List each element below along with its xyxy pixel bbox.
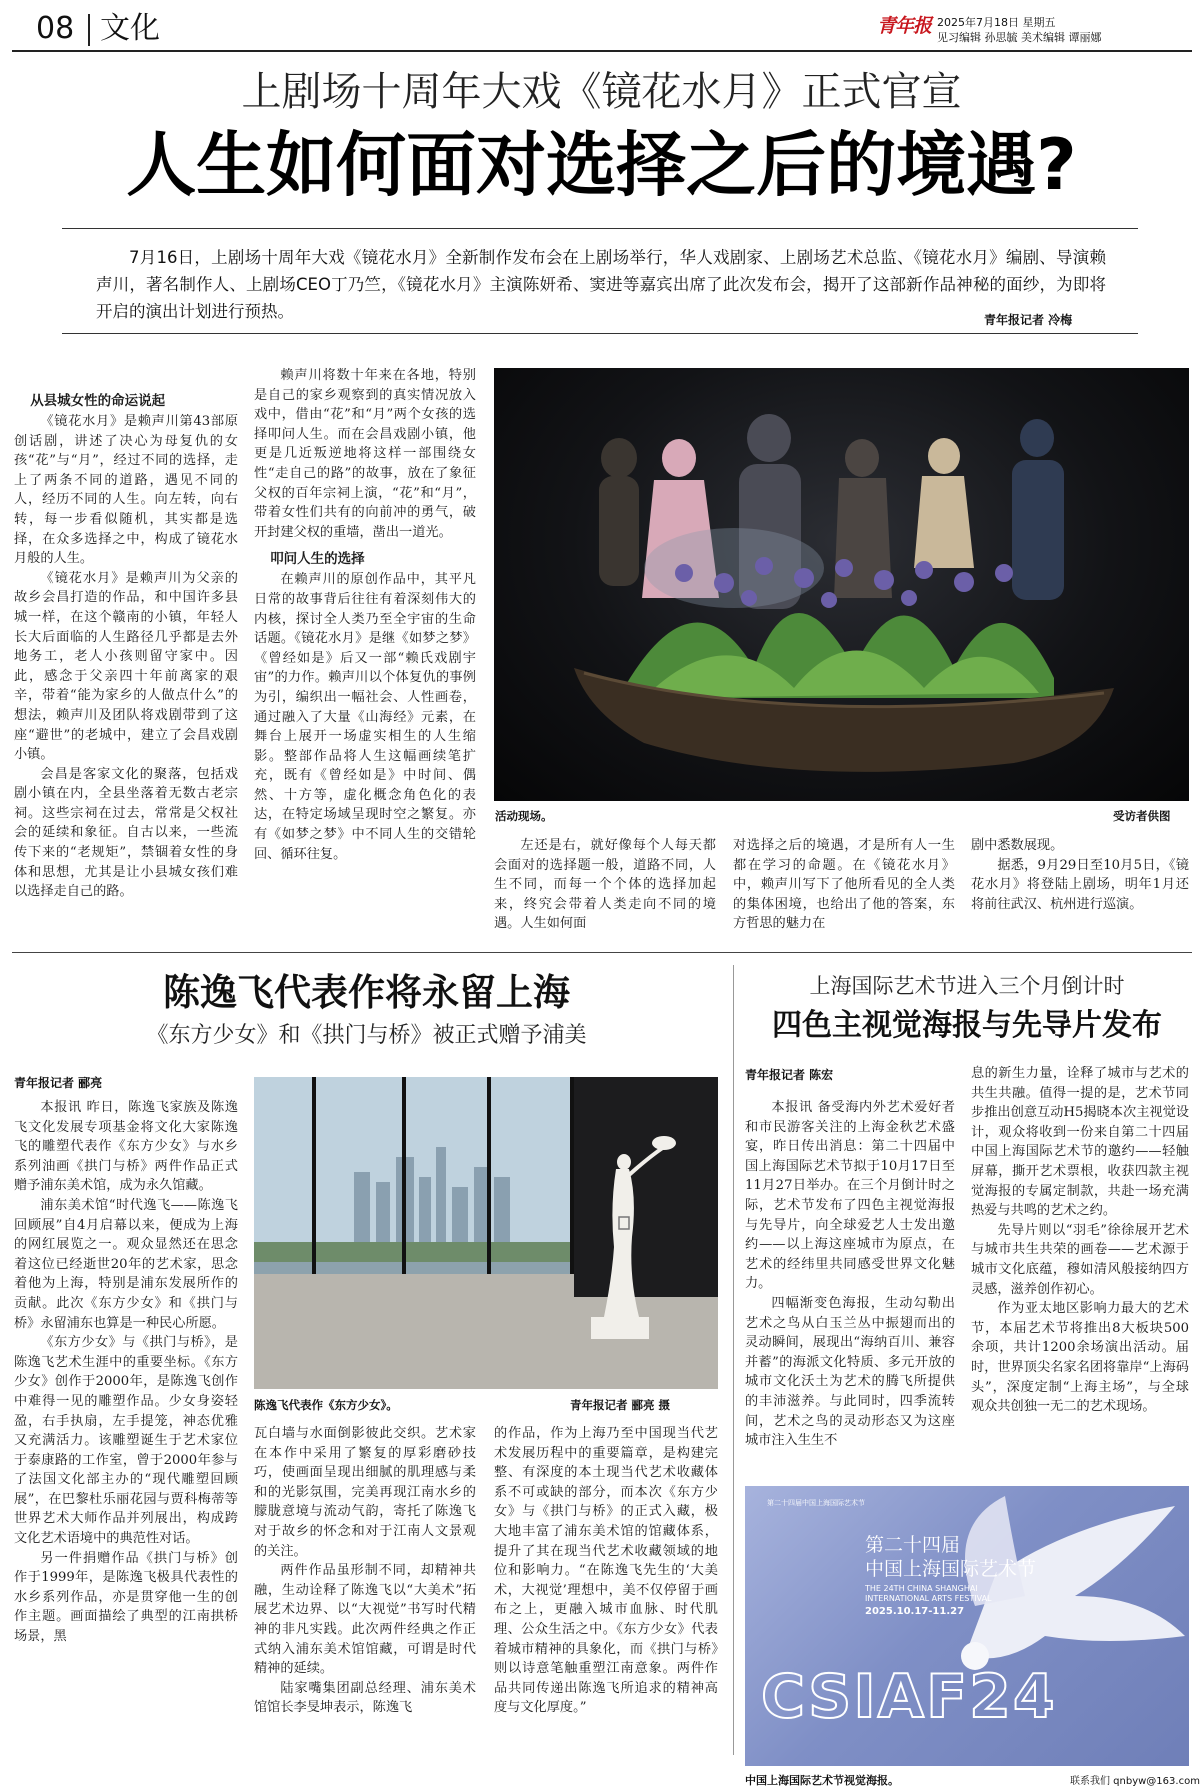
lead-byline: 青年报记者 冷梅 (984, 313, 1073, 327)
festival-poster (745, 1486, 1189, 1766)
paragraph: 剧中悉数展现。 (971, 838, 1064, 853)
paragraph: 瓦白墙与水面倒影彼此交织。艺术家在本作中采用了繁复的厚彩磨砂技巧，使画面呈现出细腻的肌理感与柔和的光影氛围，完美再现江南水乡的朦胧意境与流动气韵，寄托了陈逸飞对于故乡的怀念和对于江南人文景观的关注。 (254, 1426, 476, 1559)
right-column-2 (971, 1064, 1189, 1417)
poster-title-en-2: INTERNATIONAL ARTS FESTIVAL (865, 1594, 992, 1603)
paragraph: 对选择之后的境遇，才是所有人一生都在学习的命题。在《镜花水月》中，赖声川写下了他所看见的全人类的集体困境，也给出了他的答案，东方哲思的魅力在 (733, 838, 955, 932)
lead-kicker: 上剧场十周年大戏《镜花水月》正式官宣 (241, 69, 962, 115)
poster-dates: 2025.10.17-11.27 (865, 1606, 965, 1617)
museum-window-scene (254, 1077, 718, 1389)
left-photo-caption: 陈逸飞代表作《东方少女》。 (254, 1398, 398, 1412)
paragraph: 浦东美术馆“时代逸飞——陈逸飞回顾展”自4月启幕以来，便成为上海的网红展览之一。观众显然还在思念着这位已经逝世20年的艺术家，思念着他为上海，特别是浦东发展所作的贡献。此次《东方少女》和《拱门与桥》永留浦东也算是一种民心所愿。 (14, 1197, 238, 1331)
newspaper-logo: 青年报 (877, 15, 932, 37)
paragraph: 左还是右，就好像每个人每天都会面对的选择题一般，道路不同，人生不同，而每一个个体的选择加起来，终究会带着人类走向不同的境遇。人生如何面 (494, 838, 716, 932)
stage-scene (494, 368, 1189, 801)
paragraph: 两件作品虽形制不同，却精神共融，生动诠释了陈逸飞以“大美术”拓展艺术边界、以“大视觉”书写时代精神的非凡实践。此次两件经典之作正式纳入浦东美术馆馆藏，可谓是时代精神的延续。 (254, 1563, 476, 1677)
left-column-1 (14, 1098, 238, 1647)
left-photo (254, 1077, 718, 1389)
paragraph: 据悉，9月29日至10月5日，《镜花水月》将登陆上剧场，明年1月还将前往武汉、杭州进行巡演。 (971, 857, 1189, 912)
paragraph: 《镜花水月》是赖声川为父亲的故乡会昌打造的作品，和中国许多县城一样，在这个赣南的小镇，年轻人长大后面临的人生路径几乎都是去外地务工，老人小孩则留守家中。因此，感念于父亲四十年前离家的艰辛，带着“能为家乡的人做点什么”的想法，赖声川及团队将戏剧带到了这座“避世”的老城中，建立了会昌戏剧小镇。 (14, 570, 238, 763)
issue-date: 2025年7月18日 星期五 (937, 16, 1056, 29)
left-photo-credit: 青年报记者 郦亮 摄 (570, 1398, 671, 1412)
poster-title-cn-1: 第二十四届 (865, 1534, 961, 1556)
header-divider (88, 14, 90, 46)
paragraph: 《镜花水月》是赖声川第43部原创话剧，讲述了决心为母复仇的女孩“花”与“月”，经过不同的选择，走上了两条不同的道路，遇见不同的人，经历不同的人生。向左转，向右转，每一步看似随机，其实都是选择，在众多选择之中，构成了镜花水月般的人生。 (14, 414, 238, 567)
lead-column-3 (494, 836, 716, 934)
lead-photo (494, 368, 1189, 801)
lead-subhead-2: 叩问人生的选择 (270, 551, 365, 568)
lead-photo-credit: 受访者供图 (1113, 809, 1171, 823)
paragraph: 作为亚太地区影响力最大的艺术节，本届艺术节将推出8大板块500余项，共计1200余场演出活动。届时，世界顶尖名家名团将靠岸“上海码头”，深度定制“上海主场”，与全球观众共创独一无二的艺术现场。 (971, 1301, 1189, 1415)
paragraph: 的作品，作为上海乃至中国现当代艺术发展历程中的重要篇章，是构建完整、有深度的本土现当代艺术收藏体系不可或缺的部分，而本次《东方少女》与《拱门与桥》的正式入藏，极大地丰富了浦东美术馆的馆藏体系，提升了其在现当代艺术收藏领域的地位和影响力。“在陈逸飞先生的‘大美术，大视觉’理想中，美不仅停留于画布之上，更融入城市血脉、时代肌理、公众生活之中。《东方少女》代表着城市精神的具象化，而《拱门与桥》则以诗意笔触重塑江南意象。两件作品共同传递出陈逸飞所追求的精神高度与文化厚度。” (494, 1426, 718, 1716)
lead-column-4 (733, 836, 955, 934)
poster-title-en-1: THE 24TH CHINA SHANGHAI (865, 1584, 978, 1593)
editors-line: 见习编辑 孙思毓 美术编辑 谭丽娜 (937, 31, 1102, 44)
lead-column-5 (971, 836, 1189, 914)
section-rule (12, 952, 1192, 953)
left-byline: 青年报记者 郦亮 (14, 1076, 103, 1090)
paragraph: 《东方少女》与《拱门与桥》，是陈逸飞艺术生涯中的重要坐标。《东方少女》创作于2000年，是陈逸飞创作中难得一见的雕塑作品。少女身姿轻盈，右手执扇，左手提笼，神态优雅又充满活力。该雕塑诞生于艺术家位于泰康路的工作室，曾于2000年参与了法国文化部主办的“现代雕塑回顾展”，在巴黎杜乐丽花园与贾科梅蒂等世界艺术大师作品并列展出，构成跨文化艺术语境中的典范性对话。 (14, 1335, 238, 1547)
left-column-3 (494, 1424, 718, 1718)
section-rule-vertical (733, 965, 734, 1755)
poster-small-text: 第二十四届中国上海国际艺术节 (767, 1499, 865, 1507)
poster-title-cn-2: 中国上海国际艺术节 (865, 1558, 1037, 1580)
right-headline: 四色主视觉海报与先导片发布 (772, 1008, 1162, 1043)
left-subhead: 《东方少女》和《拱门与桥》被正式赠予浦美 (146, 1023, 587, 1048)
header-rule (12, 50, 1192, 52)
section-title: 文化 (100, 11, 160, 46)
lead-column-1 (14, 388, 238, 902)
right-column-1 (745, 1098, 955, 1451)
poster-caption: 中国上海国际艺术节视觉海报。 (745, 1774, 899, 1787)
paragraph: 会昌是客家文化的聚落，包括戏剧小镇在内，全县坐落着无数古老宗祠。这些宗祠在过去，常常是父权社会的延续和象征。自古以来，一些流传下来的“老规矩”，禁锢着女性的身体和思想，尤其是让小县城女孩们难以选择走自己的路。 (14, 766, 238, 900)
poster-logo: CSIAF24 (761, 1662, 1057, 1732)
paragraph: 先导片则以“羽毛”徐徐展开艺术与城市共生共荣的画卷——艺术源于城市文化底蕴，穆如清风般接纳四方灵感，滋养创作初心。 (971, 1222, 1189, 1297)
paragraph: 本报讯 备受海内外艺术爱好者和市民游客关注的上海金秋艺术盛宴，昨日传出消息：第二十四届中国上海国际艺术节拟于10月17日至11月27日举办。在三个月倒计时之际，艺术节发布了四色主视觉海报与先导片，向全球爱艺人士发出邀约——以上海这座城市为原点，在艺术的经纬里共同感受世界文化魅力。 (745, 1100, 955, 1292)
paragraph: 本报讯 昨日，陈逸飞家族及陈逸飞文化发展专项基金将文化大家陈逸飞的雕塑代表作《东方少女》与水乡系列油画《拱门与桥》两件作品正式赠予浦东美术馆，成为永久馆藏。 (14, 1100, 238, 1194)
lead-intro: 7月16日，上剧场十周年大戏《镜花水月》全新制作发布会在上剧场举行，华人戏剧家、上剧场艺术总监、《镜花水月》编剧、导演赖声川，著名制作人、上剧场CEO丁乃竺，《镜花水月》主演陈妍希、窦进等嘉宾出席了此次发布会，揭开了这部新作品神秘的面纱，为即将开启的演出计划进行预热。 (96, 248, 1106, 321)
left-headline: 陈逸飞代表作将永留上海 (163, 971, 570, 1014)
lead-column-2 (254, 366, 476, 864)
paragraph: 赖声川将数十年来在各地，特别是自己的家乡观察到的真实情况放入戏中，借由“花”和“月”两个女孩的选择叩问人生。而在会昌戏剧小镇，他更是几近叛逆地将这样一部围绕女性“走自己的路”的故事，放在了象征父权的百年宗祠上演，“花”和“月”，带着女性们共有的向前冲的勇气，破开封建父权的重墙，凿出一道光。 (254, 368, 476, 540)
right-byline: 青年报记者 陈宏 (745, 1068, 834, 1082)
paragraph: 另一件捐赠作品《拱门与桥》创作于1999年，是陈逸飞极具代表性的水乡系列作品，亦是贯穿他一生的创作主题。画面描绘了典型的江南拱桥场景，黑 (14, 1550, 238, 1645)
left-column-2 (254, 1424, 476, 1718)
paragraph: 息的新生力量，诠释了城市与艺术的共生共融。值得一提的是，艺术节同步推出创意互动H5揭晓本次主视觉设计，观众将收到一份来自第二十四届中国上海国际艺术节的邀约——轻触屏幕，撕开艺术票根，收获四款主视觉海报的专属定制款，共赴一场充满热爱与共鸣的艺术之约。 (971, 1066, 1189, 1219)
right-kicker: 上海国际艺术节进入三个月倒计时 (809, 974, 1125, 998)
paragraph: 四幅渐变色海报，生动勾勒出艺术之鸟从白玉兰丛中振翅而出的灵动瞬间，展现出“海纳百川、兼容并蓄”的海派文化特质、多元开放的城市文化沃土为艺术的腾飞所提供的丰沛滋养。与此同时，四季流转间，艺术之鸟的灵动形态又为这座城市注入生生不 (745, 1295, 955, 1449)
page-number: 08 (36, 11, 75, 46)
paragraph: 陆家嘴集团副总经理、浦东美术馆馆长李旻坤表示，陈逸飞 (254, 1680, 476, 1716)
footer-contact: 联系我们 qnbyw@163.com (1070, 1776, 1200, 1787)
lead-subhead-1: 从县城女性的命运说起 (30, 393, 166, 409)
lead-headline: 人生如何面对选择之后的境遇? (126, 124, 1077, 206)
paragraph: 在赖声川的原创作品中，其平凡日常的故事背后往往有着深刻伟大的内核，探讨全人类乃至全宇宙的生命话题。《镜花水月》是继《如梦之梦》《曾经如是》后又一部“赖氏戏剧宇宙”的力作。赖声川以个体复仇的事例为引，编织出一幅社会、人性画卷，通过融入了大量《山海经》元素，在舞台上展开一场虚实相生的人生缩影。整部作品将人生这幅画续笔扩充，既有《曾经如是》中时间、偶然、十方等，虚化概念角色化的表达，在特定场域呈现时空之繁复。亦有《如梦之梦》中不同人生的交错轮回、循环往复。 (254, 572, 476, 862)
lead-photo-caption: 活动现场。 (495, 809, 553, 823)
